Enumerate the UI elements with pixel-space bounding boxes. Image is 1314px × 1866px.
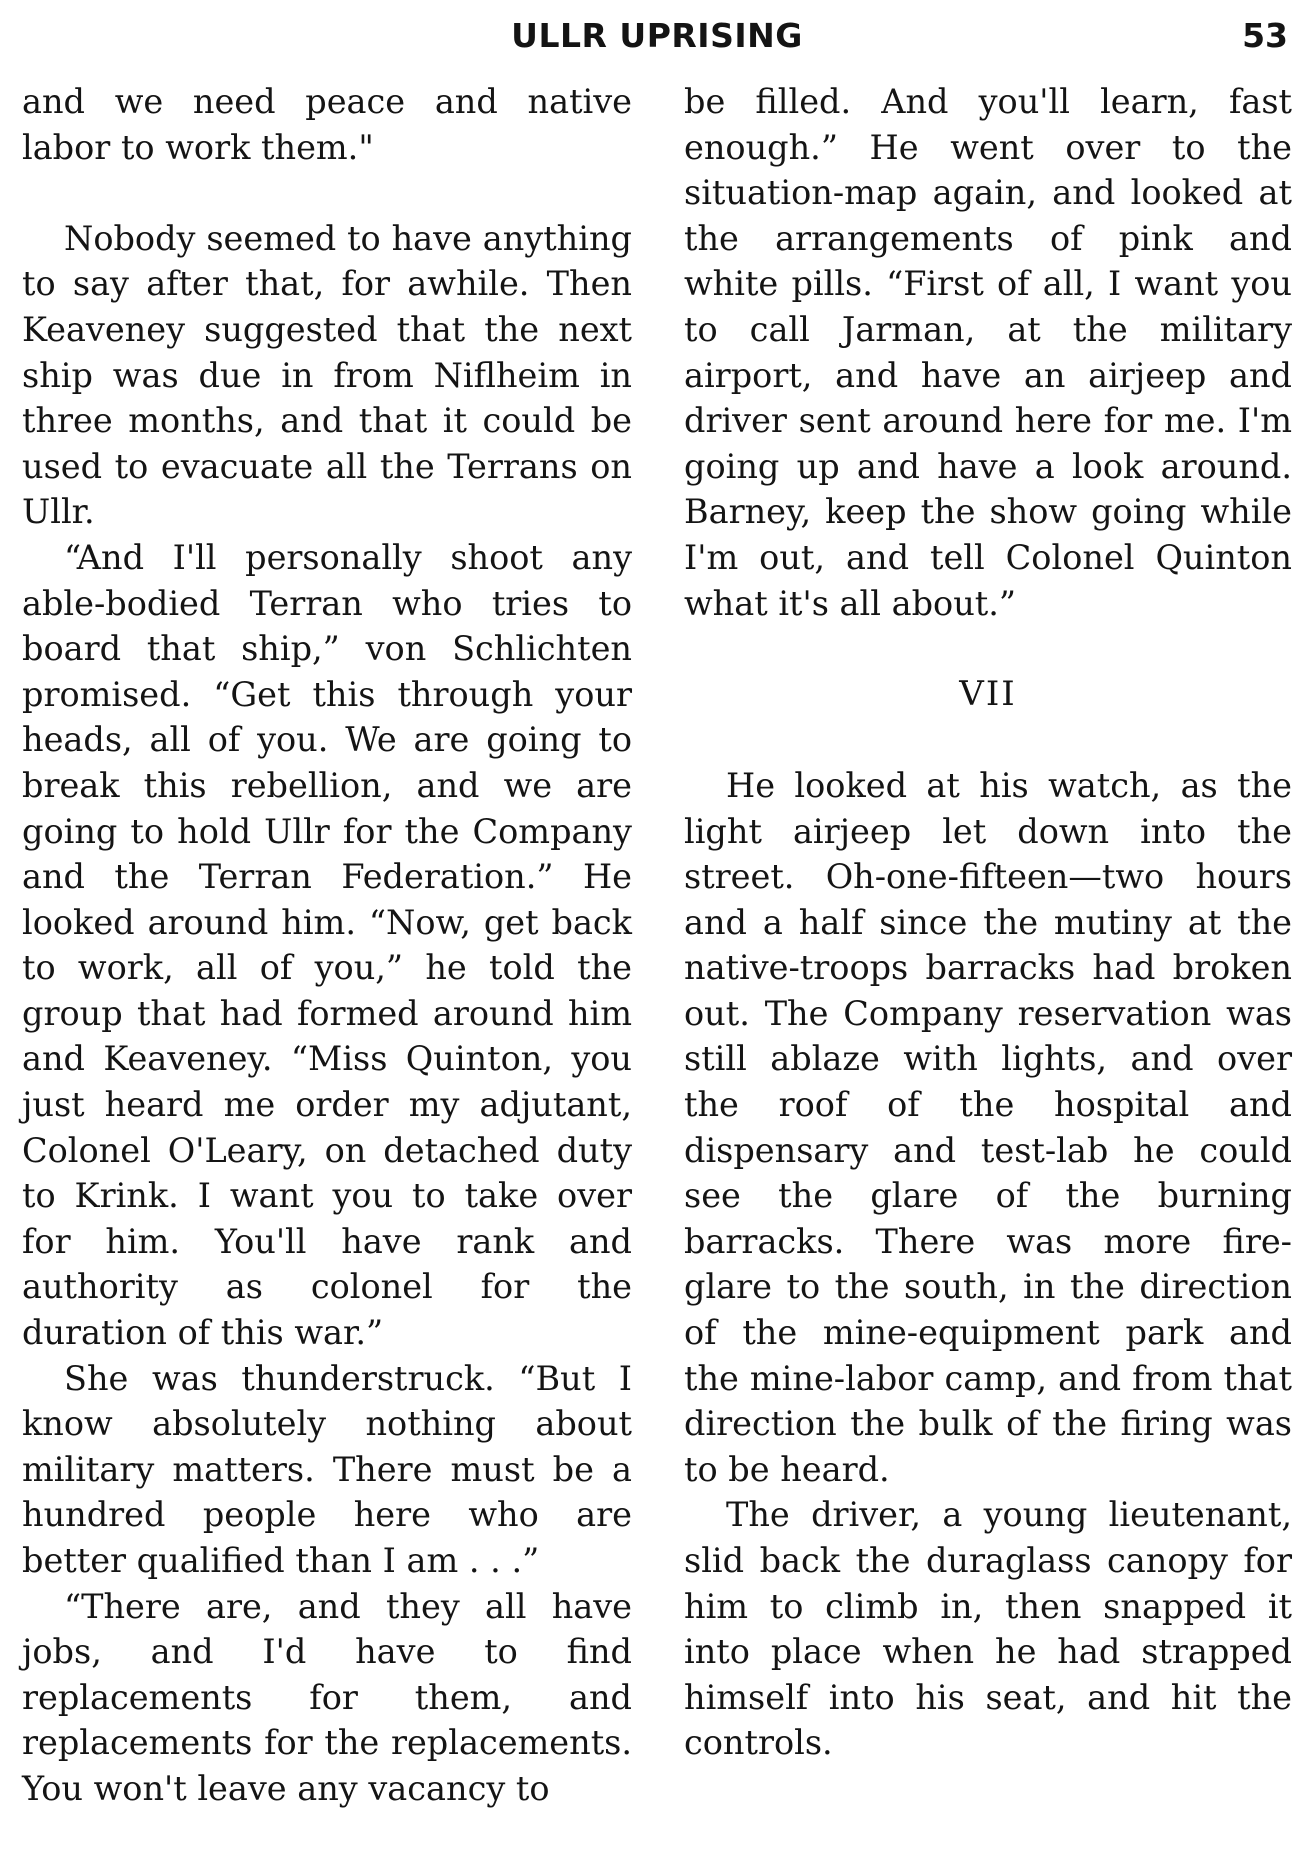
paragraph: He looked at his watch, as the light airjeep let down into the street. Oh-one-fifteen—two hours and a half since the mutiny at the native-troops barracks had broken out. The Company reservation was still ablaze with lights, and over the roof of the hospital and dispensary and test-lab he could see the glare of the burning barracks. There was more fire-glare to the south, in the direction of the mine-equipment park and the mine-labor camp, and from that direction the bulk of the firing was to be heard. — [684, 765, 1292, 1489]
paragraph-continued: be filled. And you'll learn, fast enough.” He went over to the situation-map again, and looked at the arrangements of pink and white pills. “First of all, I want you to call Jarman, at the military airport, and have an airjeep and driver sent around here for me. I'm going up and have a look around. Barney, keep the show going while I'm out, and tell Colonel Quinton what it's all about.” — [684, 82, 1292, 623]
page-number: 53 — [1242, 16, 1288, 55]
right-column — [684, 79, 1292, 1766]
chapter-heading: VII — [959, 673, 1017, 714]
paragraph: She was thunderstruck. “But I know absolutely nothing about military matters. There must be a hundred people here who are better qualified than I am . . .” — [22, 1358, 632, 1580]
paragraph: “There are, and they all have jobs, and I'd have to find replacements for them, and replacements for the replacements. You won't leave any vacancy to — [22, 1586, 632, 1808]
paragraph-continued: and we need peace and native labor to work them." — [22, 82, 632, 167]
left-column — [22, 79, 632, 1812]
paragraph: “And I'll personally shoot any able-bodied Terran who tries to board that ship,” von Schlichten promised. “Get this through your heads, all of you. We are going to break this rebellion, and we are going to hold Ullr for the Company and the Terran Federation.” He looked around him. “Now, get back to work, all of you,” he told the group that had formed around him and Keaveney. “Miss Quinton, you just heard me order my adjutant, Colonel O'Leary, on detached duty to Krink. I want you to take over for him. You'll have rank and authority as colonel for the duration of this war.” — [22, 537, 632, 1353]
paragraph: The driver, a young lieutenant, slid back the duraglass canopy for him to climb in, then snapped it into place when he had strapped himself into his seat, and hit the controls. — [684, 1495, 1292, 1763]
paragraph: Nobody seemed to have anything to say after that, for awhile. Then Keaveney suggested that the next ship was due in from Niflheim in three months, and that it could be used to evacuate all the Terrans on Ullr. — [22, 218, 632, 532]
running-title: ULLR UPRISING — [511, 16, 803, 55]
running-head — [0, 10, 1314, 62]
